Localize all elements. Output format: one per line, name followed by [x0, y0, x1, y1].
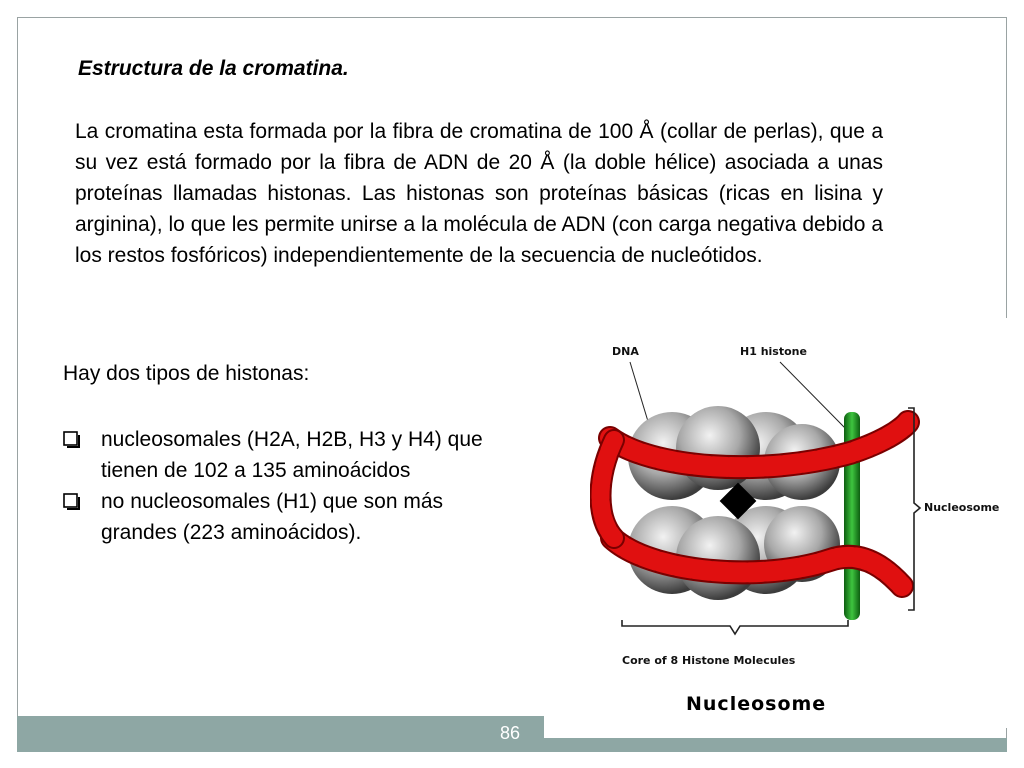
nucleosome-figure — [590, 328, 1010, 728]
list-item-text: no nucleosomales (H1) que son más grandes (223 aminoácidos). — [101, 490, 444, 544]
footer-line — [544, 738, 1007, 752]
figure-title: Nucleosome — [686, 693, 827, 715]
hollow-square-bullet-icon — [63, 431, 80, 448]
h1-histone-label: H1 histone — [740, 345, 807, 358]
core-bracket — [622, 620, 848, 634]
page-number: 86 — [500, 723, 521, 743]
hollow-square-bullet-icon — [63, 493, 80, 510]
list-item — [63, 486, 493, 548]
core-label: Core of 8 Histone Molecules — [622, 654, 796, 667]
h1-pointer — [780, 362, 845, 428]
list-item — [63, 424, 493, 486]
list-heading: Hay dos tipos de histonas: — [63, 362, 310, 385]
slide-title: Estructura de la cromatina. — [78, 57, 349, 80]
dna-label: DNA — [612, 345, 639, 358]
footer-bar — [17, 716, 544, 752]
nucleosome-label: Nucleosome — [924, 501, 1000, 514]
list-item-text: nucleosomales (H2A, H2B, H3 y H4) que tienen de 102 a 135 aminoácidos — [101, 428, 483, 482]
histone-list — [63, 424, 493, 548]
body-paragraph: La cromatina esta formada por la fibra de cromatina de 100 Å (collar de perlas), que a su vez está formado por la fibra de ADN de 20 Å (la doble hélice) asociada a unas proteínas llamadas histonas. Las histonas son proteínas básicas (ricas en lisina y arginina), lo que les permite unirse a la molécula de ADN (con carga negativa debido a los restos fosfóricos) independientemente de la secuencia de nucleótidos. — [75, 120, 883, 267]
dna-pointer — [630, 362, 650, 428]
